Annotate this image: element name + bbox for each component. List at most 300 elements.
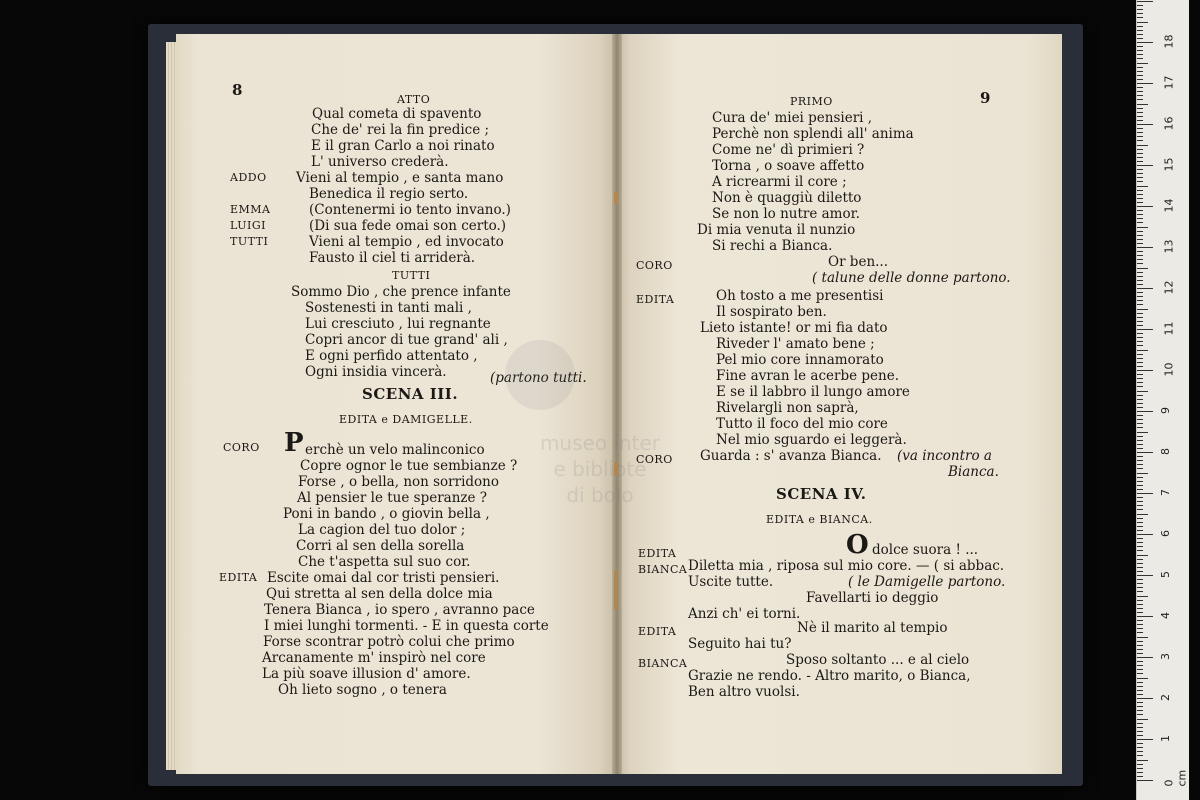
verse-line: Escite omai dal cor tristi pensieri. (267, 570, 500, 586)
ruler-tick (1137, 641, 1143, 642)
ruler-tick (1137, 317, 1143, 318)
binding-thread (614, 570, 617, 610)
ruler-number: 3 (1159, 653, 1172, 660)
ruler-tick (1137, 694, 1143, 695)
ruler-tick (1137, 136, 1143, 137)
ruler-tick (1137, 309, 1148, 310)
verse-line: Diletta mia , riposa sul mio core. — ( si abbac. (688, 558, 1005, 574)
verse-line: Si rechi a Bianca. (712, 238, 833, 254)
ruler-tick (1137, 382, 1143, 383)
ruler-tick (1137, 415, 1143, 416)
ruler-tick (1137, 95, 1143, 96)
ruler-number: 12 (1162, 280, 1176, 295)
speaker-name: CORO (636, 453, 673, 466)
ruler-tick (1137, 284, 1143, 285)
ruler-tick (1137, 764, 1143, 765)
ruler-tick (1137, 714, 1143, 715)
ruler-tick (1137, 165, 1153, 166)
ruler-tick (1137, 760, 1148, 761)
verse-line: Forse , o bella, non sorridono (298, 474, 499, 490)
ruler-tick (1137, 206, 1153, 207)
ruler-tick (1137, 600, 1143, 601)
ruler-tick (1137, 120, 1143, 121)
ruler-tick (1137, 731, 1143, 732)
scene-cast: EDITA e DAMIGELLE. (339, 413, 473, 426)
ruler-tick (1137, 227, 1148, 228)
ruler-tick (1137, 333, 1143, 334)
ruler-tick (1137, 612, 1143, 613)
ruler-number: 2 (1159, 694, 1172, 701)
stage-direction: ( talune delle donne partono. (812, 270, 1011, 286)
ruler-tick (1137, 30, 1143, 31)
ruler-tick (1137, 124, 1153, 125)
verse-line: Vieni al tempio , e santa mano (296, 170, 504, 186)
ruler-tick (1137, 620, 1143, 621)
ruler-tick (1137, 276, 1143, 277)
ruler-tick (1137, 526, 1143, 527)
verse-line: Non è quaggiù diletto (712, 190, 862, 206)
verse-line: Oh lieto sogno , o tenera (278, 682, 447, 698)
ruler-tick (1137, 34, 1143, 35)
ruler-tick (1137, 362, 1143, 363)
ruler-tick (1137, 345, 1143, 346)
ruler-number: 18 (1162, 34, 1176, 49)
verse-line: Il sospirato ben. (716, 304, 827, 320)
verse-line: (Contenermi io tento invano.) (309, 202, 511, 218)
ruler-number: 11 (1162, 321, 1176, 336)
ruler-tick (1137, 104, 1148, 105)
speaker-name: CORO (636, 259, 673, 272)
ruler-tick (1137, 169, 1143, 170)
speaker-name: EDITA (638, 547, 677, 560)
ruler-number: 17 (1162, 75, 1176, 90)
ruler-tick (1137, 686, 1143, 687)
ruler-tick (1137, 723, 1143, 724)
ruler-tick (1137, 313, 1143, 314)
ruler-tick (1137, 161, 1143, 162)
ruler-number: 5 (1159, 571, 1172, 578)
running-head-left: ATTO (397, 93, 431, 106)
ruler-tick (1137, 440, 1143, 441)
ruler-tick (1137, 493, 1153, 494)
ruler-tick (1137, 173, 1143, 174)
scene-title: SCENA IV. (776, 485, 867, 503)
scene-title: SCENA III. (362, 385, 459, 403)
ruler-tick (1137, 559, 1143, 560)
verse-line: Forse scontrar potrò colui che primo (263, 634, 515, 650)
verse-line: Tenera Bianca , io spero , avranno pace (264, 602, 535, 618)
ruler-tick (1137, 563, 1143, 564)
ruler-tick (1137, 9, 1143, 10)
ruler-tick (1137, 235, 1143, 236)
ruler-tick (1137, 91, 1143, 92)
ruler-tick (1137, 616, 1153, 617)
verse-line: Corri al sen della sorella (296, 538, 465, 554)
verse-line: Fausto il ciel ti arriderà. (309, 250, 476, 266)
ruler-tick (1137, 50, 1143, 51)
ruler-tick (1137, 108, 1143, 109)
verse-line: Copri ancor di tue grand' ali , (305, 332, 508, 348)
ruler-tick (1137, 58, 1143, 59)
stage-direction: (va incontro a (897, 448, 992, 464)
ruler-tick (1137, 325, 1143, 326)
ruler-tick (1137, 649, 1143, 650)
ruler-tick (1137, 452, 1153, 453)
ruler-tick (1137, 218, 1143, 219)
ruler-tick (1137, 604, 1143, 605)
ruler-tick (1137, 259, 1143, 260)
ruler-tick (1137, 198, 1143, 199)
ruler-tick (1137, 149, 1143, 150)
ruler-tick (1137, 743, 1143, 744)
verse-line: Fine avran le acerbe pene. (716, 368, 900, 384)
speaker-name: TUTTI (230, 235, 269, 248)
ruler-tick (1137, 747, 1143, 748)
ruler-tick (1137, 358, 1143, 359)
speaker-name: ADDO (230, 171, 267, 184)
ruler-tick (1137, 546, 1143, 547)
verse-line: Rivelargli non saprà, (716, 400, 859, 416)
ruler-tick (1137, 735, 1143, 736)
ruler-number: 10 (1162, 362, 1176, 377)
ruler-tick (1137, 706, 1143, 707)
ruler-tick (1137, 17, 1143, 18)
ruler-tick (1137, 587, 1143, 588)
ruler-tick (1137, 186, 1148, 187)
ruler-number: 7 (1159, 489, 1172, 496)
speaker-name: EDITA (219, 571, 258, 584)
ruler-tick (1137, 300, 1143, 301)
verse-line: Tutto il foco del mio core (716, 416, 888, 432)
ruler-tick (1137, 140, 1143, 141)
ruler-tick (1137, 645, 1143, 646)
verse-line: Arcanamente m' inspirò nel core (262, 650, 486, 666)
ruler-tick (1137, 132, 1143, 133)
ruler-tick (1137, 386, 1143, 387)
ruler-tick (1137, 518, 1143, 519)
ruler-tick (1137, 727, 1143, 728)
ruler-tick (1137, 567, 1143, 568)
ruler-tick (1137, 534, 1153, 535)
ruler-tick (1137, 485, 1143, 486)
ruler-tick (1137, 468, 1143, 469)
ruler-tick (1137, 99, 1143, 100)
ruler-tick (1137, 710, 1143, 711)
verse-line: Nè il marito al tempio (797, 620, 948, 636)
ruler-number: 8 (1159, 448, 1172, 455)
ruler-tick (1137, 514, 1148, 515)
ruler-number: 6 (1159, 530, 1172, 537)
ruler-tick (1137, 341, 1143, 342)
verse-line: E se il labbro il lungo amore (716, 384, 910, 400)
binding-thread (614, 462, 618, 476)
verse-line: Perchè non splendi all' anima (712, 126, 914, 142)
ruler-tick (1137, 591, 1143, 592)
verse-line: Guarda : s' avanza Bianca. (700, 448, 882, 464)
ruler-tick (1137, 263, 1143, 264)
ruler-tick (1137, 456, 1143, 457)
ruler-tick (1137, 304, 1143, 305)
ruler-tick (1137, 571, 1143, 572)
ruler-tick (1137, 296, 1143, 297)
ruler-tick (1137, 354, 1143, 355)
ruler-tick (1137, 464, 1143, 465)
verse-line: A ricrearmi il core ; (712, 174, 847, 190)
ruler-tick (1137, 231, 1143, 232)
stage-direction: (partono tutti. (490, 370, 587, 386)
speaker-name: BIANCA (638, 563, 688, 576)
ruler-tick (1137, 399, 1143, 400)
ruler-tick (1137, 628, 1143, 629)
ruler-tick (1137, 682, 1143, 683)
verse-line: E il gran Carlo a noi rinato (311, 138, 495, 154)
ruler-tick (1137, 751, 1143, 752)
ruler-tick (1137, 673, 1143, 674)
ruler-tick (1137, 550, 1143, 551)
ruler-tick (1137, 1, 1153, 2)
verse-line: Grazie ne rendo. - Altro marito, o Bianca, (688, 668, 971, 684)
verse-line: Ogni insidia vincerà. (305, 364, 447, 380)
ruler-tick (1137, 337, 1143, 338)
speaker-name: EDITA (636, 293, 675, 306)
ruler-tick (1137, 67, 1143, 68)
stage-direction: Bianca. (948, 464, 999, 480)
ruler-tick (1137, 26, 1143, 27)
ruler-tick (1137, 75, 1143, 76)
verse-line: Che t'aspetta sul suo cor. (298, 554, 471, 570)
verse-line: Benedica il regio serto. (309, 186, 469, 202)
ruler-tick (1137, 153, 1143, 154)
ruler-tick (1137, 530, 1143, 531)
page-number-right: 9 (980, 89, 991, 107)
watermark-logo (505, 340, 575, 410)
ruler-tick (1137, 624, 1143, 625)
ruler-number: 1 (1159, 735, 1172, 742)
running-head-right: PRIMO (790, 95, 833, 108)
ruler-number: 14 (1162, 198, 1176, 213)
speaker-name: LUIGI (230, 219, 266, 232)
ruler-tick (1137, 22, 1148, 23)
ruler-tick (1137, 776, 1143, 777)
ruler-tick (1137, 473, 1148, 474)
ruler-tick (1137, 243, 1143, 244)
drop-cap: P (284, 428, 304, 458)
ruler-tick (1137, 54, 1143, 55)
verse-line: Sommo Dio , che prence infante (291, 284, 511, 300)
book-gutter (612, 34, 622, 774)
verse-line: Lui cresciuto , lui regnante (305, 316, 491, 332)
ruler-tick (1137, 391, 1148, 392)
ruler-tick (1137, 321, 1143, 322)
ruler-tick (1137, 350, 1148, 351)
ruler-tick (1137, 403, 1143, 404)
ruler-tick (1137, 210, 1143, 211)
ruler-number: 4 (1159, 612, 1172, 619)
ruler-tick (1137, 366, 1143, 367)
ruler-tick (1137, 772, 1143, 773)
ruler-tick (1137, 177, 1143, 178)
ruler-tick (1137, 432, 1148, 433)
ruler-tick (1137, 661, 1143, 662)
ruler-tick (1137, 579, 1143, 580)
drop-cap: O (846, 530, 869, 560)
verse-line: Uscite tutte. (688, 574, 774, 590)
verse-line: (Di sua fede omai son certo.) (309, 218, 507, 234)
ruler-tick (1137, 46, 1143, 47)
ruler-tick (1137, 542, 1143, 543)
ruler-tick (1137, 112, 1143, 113)
verse-line: Come ne' dì primieri ? (712, 142, 865, 158)
ruler-tick (1137, 657, 1153, 658)
verse-line: dolce suora ! ... (872, 542, 979, 558)
ruler-tick (1137, 678, 1148, 679)
ruler-tick (1137, 370, 1153, 371)
ruler-tick (1137, 448, 1143, 449)
stage-direction: ( le Damigelle partono. (848, 574, 1006, 590)
ruler-tick (1137, 214, 1143, 215)
ruler-tick (1137, 407, 1143, 408)
ruler-tick (1137, 427, 1143, 428)
ruler-tick (1137, 583, 1143, 584)
verse-line: Se non lo nutre amor. (712, 206, 860, 222)
verse-line: Nel mio sguardo ei leggerà. (716, 432, 907, 448)
ruler-tick (1137, 145, 1148, 146)
ruler-tick (1137, 637, 1148, 638)
ruler-tick (1137, 63, 1148, 64)
ruler-tick (1137, 194, 1143, 195)
verse-line: Pel mio core innamorato (716, 352, 884, 368)
ruler-tick (1137, 690, 1143, 691)
ruler-tick (1137, 190, 1143, 191)
ruler-tick (1137, 222, 1143, 223)
ruler-tick (1137, 79, 1143, 80)
ruler-tick (1137, 202, 1143, 203)
ruler-tick (1137, 608, 1143, 609)
ruler-number: 16 (1162, 116, 1176, 131)
ruler-tick (1137, 505, 1143, 506)
ruler-tick (1137, 251, 1143, 252)
ruler-tick (1137, 42, 1153, 43)
ruler-tick (1137, 509, 1143, 510)
ruler-tick (1137, 5, 1143, 6)
ruler-tick (1137, 501, 1143, 502)
ruler-tick (1137, 128, 1143, 129)
ruler-tick (1137, 481, 1143, 482)
verse-line: Seguito hai tu? (688, 636, 792, 652)
verse-line: Di mia venuta il nunzio (697, 222, 856, 238)
verse-line: La più soave illusion d' amore. (262, 666, 471, 682)
ruler-tick (1137, 489, 1143, 490)
binding-thread (614, 192, 618, 204)
ruler-tick (1137, 755, 1143, 756)
ruler-tick (1137, 157, 1143, 158)
ruler-tick (1137, 538, 1143, 539)
ruler-tick (1137, 247, 1153, 248)
ruler-unit-label: 0 cm (1162, 769, 1189, 787)
verse-line: Che de' rei la fin predice ; (311, 122, 490, 138)
verse-line: L' universo crederà. (311, 154, 449, 170)
verse-line: Poni in bando , o giovin bella , (283, 506, 490, 522)
ruler-tick (1137, 411, 1153, 412)
ruler-tick (1137, 768, 1143, 769)
ruler-tick (1137, 698, 1153, 699)
verse-line: Torna , o soave affetto (712, 158, 865, 174)
verse-line: Copre ognor le tue sembianze ? (300, 458, 518, 474)
verse-line: erchè un velo malinconico (305, 442, 485, 458)
ruler-tick (1137, 632, 1143, 633)
ruler-tick (1137, 329, 1153, 330)
speaker-heading: TUTTI (392, 269, 431, 282)
speaker-name: CORO (223, 441, 260, 454)
ruler-tick (1137, 436, 1143, 437)
verse-line: E ogni perfido attentato , (305, 348, 478, 364)
ruler-tick (1137, 555, 1148, 556)
ruler-tick (1137, 702, 1143, 703)
verse-line: Al pensier le tue speranze ? (297, 490, 488, 506)
verse-line: Sostenesti in tanti mali , (305, 300, 472, 316)
ruler-tick (1137, 395, 1143, 396)
ruler-tick (1137, 497, 1143, 498)
ruler-tick (1137, 71, 1143, 72)
ruler-tick (1137, 419, 1143, 420)
ruler-tick (1137, 13, 1143, 14)
ruler-tick (1137, 739, 1153, 740)
verse-line: Qui stretta al sen della dolce mia (266, 586, 493, 602)
verse-line: La cagion del tuo dolor ; (298, 522, 466, 538)
scene-cast: EDITA e BIANCA. (766, 513, 873, 526)
ruler-tick (1137, 83, 1153, 84)
ruler-tick (1137, 653, 1143, 654)
verse-line: Riveder l' amato bene ; (716, 336, 875, 352)
speaker-name: EMMA (230, 203, 271, 216)
verse-line: Or ben... (828, 254, 889, 270)
speaker-name: EDITA (638, 625, 677, 638)
ruler-tick (1137, 181, 1143, 182)
verse-line: I miei lunghi tormenti. - E in questa corte (264, 618, 549, 634)
ruler-tick (1137, 239, 1143, 240)
ruler-tick (1137, 38, 1143, 39)
ruler-tick (1137, 460, 1143, 461)
ruler-tick (1137, 378, 1143, 379)
speaker-name: BIANCA (638, 657, 688, 670)
ruler-tick (1137, 596, 1148, 597)
ruler-tick (1137, 719, 1148, 720)
verse-line: Lieto istante! or mi fia dato (700, 320, 888, 336)
ruler-tick (1137, 288, 1153, 289)
ruler-tick (1137, 280, 1143, 281)
verse-line: Vieni al tempio , ed invocato (309, 234, 504, 250)
ruler-tick (1137, 444, 1143, 445)
ruler-tick (1137, 272, 1143, 273)
ruler-tick (1137, 522, 1143, 523)
verse-line: Cura de' miei pensieri , (712, 110, 873, 126)
ruler-tick (1137, 423, 1143, 424)
ruler-tick (1137, 255, 1143, 256)
ruler-tick (1137, 292, 1143, 293)
ruler-tick (1137, 268, 1148, 269)
verse-line: Anzi ch' ei torni. (688, 606, 801, 622)
ruler-number: 13 (1162, 239, 1176, 254)
verse-line: Oh tosto a me presentisi (716, 288, 884, 304)
ruler-tick (1137, 87, 1143, 88)
page-number-left: 8 (232, 81, 243, 99)
ruler-tick (1137, 669, 1143, 670)
verse-line: Qual cometa di spavento (312, 106, 482, 122)
verse-line: Sposo soltanto ... e al cielo (786, 652, 970, 668)
verse-line: Favellarti io deggio (806, 590, 939, 606)
verse-line: Ben altro vuolsi. (688, 684, 800, 700)
ruler-number: 9 (1159, 407, 1172, 414)
